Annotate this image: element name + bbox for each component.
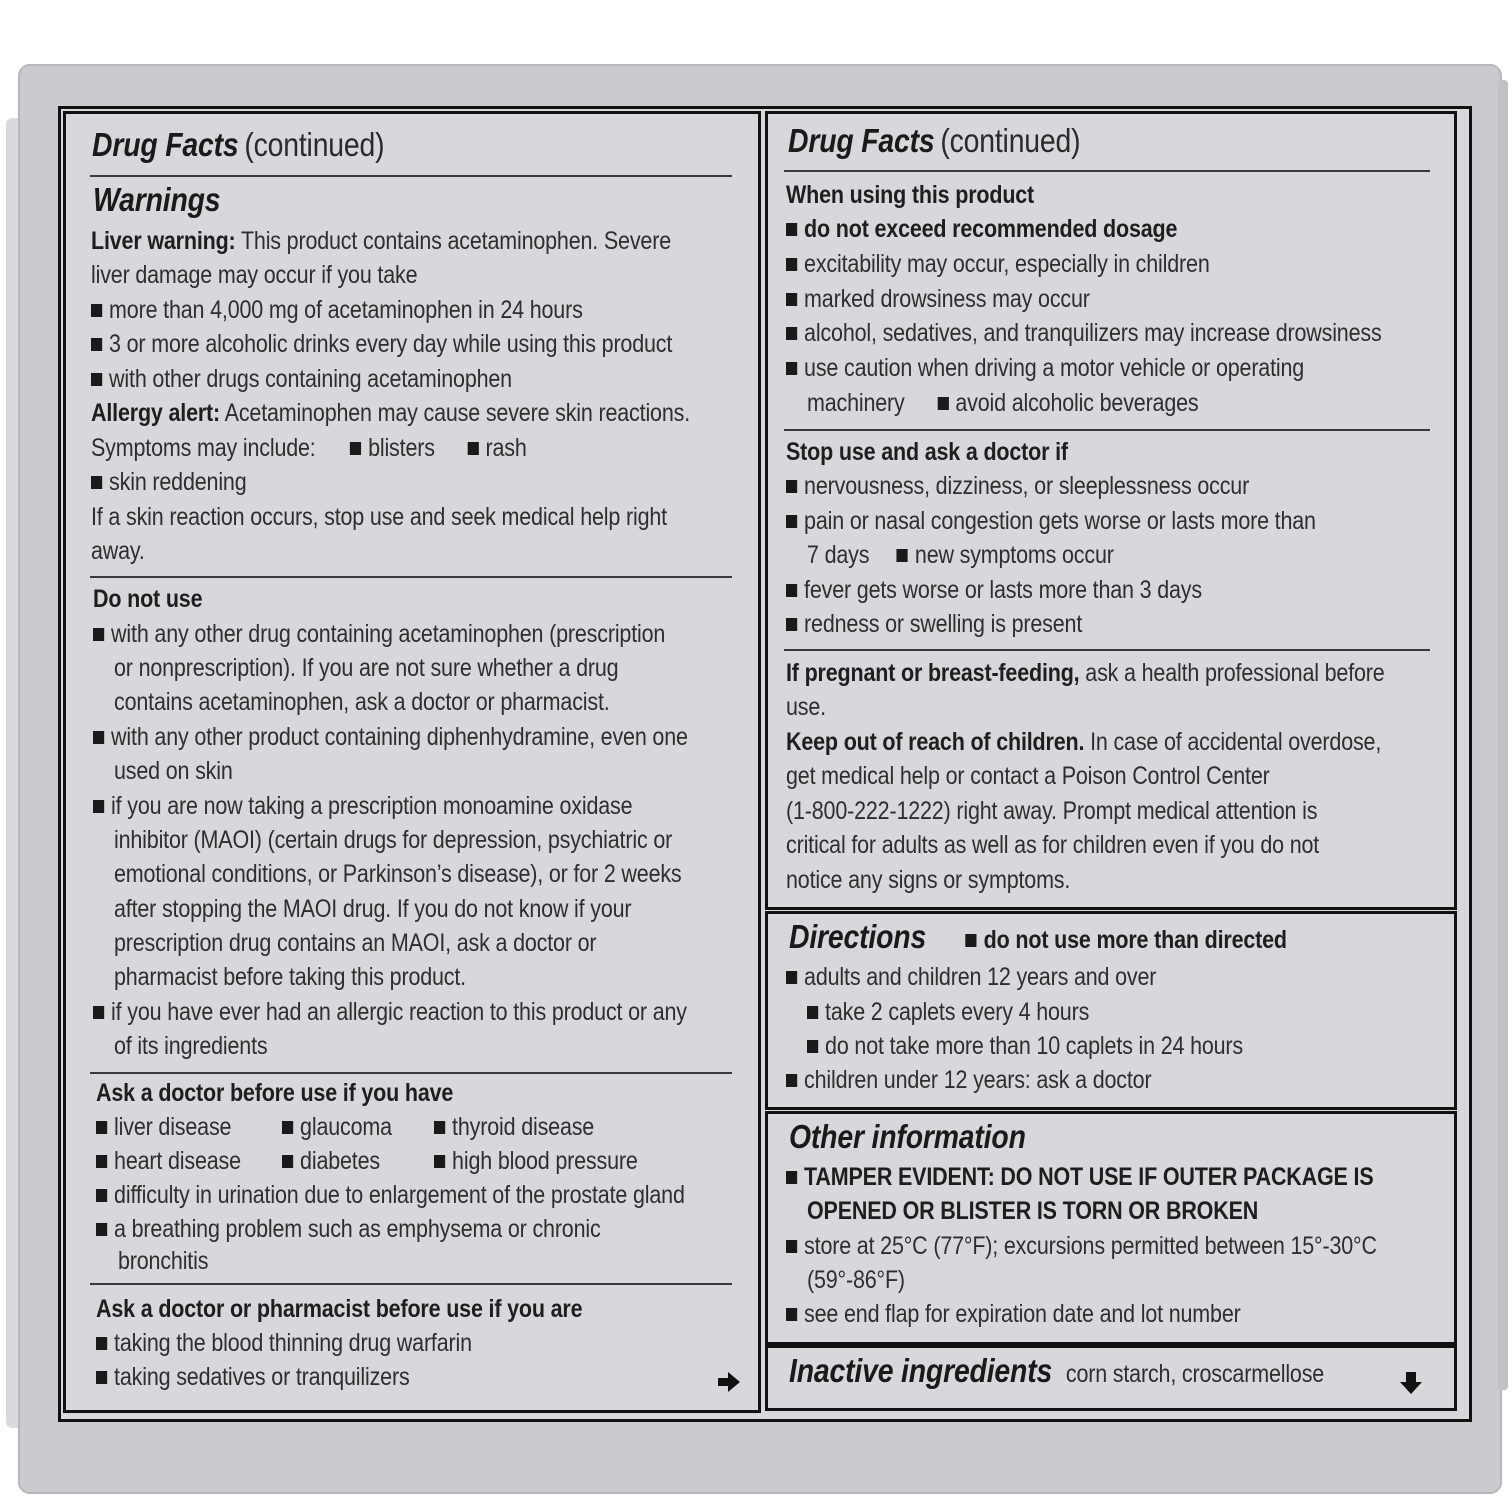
continued-label: (continued) (244, 126, 385, 163)
bullet-icon (93, 731, 104, 744)
list-item-text: pain or nasal congestion gets worse or lasts more than (804, 507, 1316, 535)
header-rule (784, 170, 1430, 172)
list-item-cont: (59°-86°F) (807, 1266, 905, 1294)
condition-item (96, 1144, 241, 1178)
list-item-text: alcohol, sedatives, and tranquilizers may increase drowsiness (804, 319, 1382, 347)
list-item (786, 469, 1249, 503)
bullet-icon (966, 934, 977, 947)
list-item (786, 1229, 1377, 1263)
list-item-cont (807, 538, 1114, 572)
list-item-text: redness or swelling is present (804, 610, 1083, 638)
list-item-text: taking sedatives or tranquilizers (114, 1363, 410, 1391)
bullet-icon (96, 1337, 107, 1350)
list-item-cont: used on skin (114, 757, 233, 785)
list-item-text: with any other drug containing acetaminophen (prescription (111, 620, 666, 648)
drug-facts-title: Drug Facts (788, 122, 935, 159)
list-item-cont: OPENED OR BLISTER IS TORN OR BROKEN (807, 1197, 1259, 1225)
list-item-text: use caution when driving a motor vehicle or operating (804, 354, 1305, 382)
bullet-icon (91, 304, 102, 317)
bullet-icon (91, 338, 102, 351)
list-item-cont: prescription drug contains an MAOI, ask a doctor or (114, 929, 597, 957)
list-item-text: avoid alcoholic beverages (955, 389, 1199, 417)
keep-out-text: In case of accidental overdose, (1090, 728, 1382, 756)
bullet-icon (93, 800, 104, 813)
bullet-icon (434, 1121, 445, 1134)
ask-doctor-title: Ask a doctor before use if you have (96, 1079, 454, 1107)
bullet-icon (786, 293, 797, 306)
list-item (93, 617, 665, 651)
list-item-text: do not exceed recommended dosage (804, 215, 1178, 243)
condition-item (96, 1110, 231, 1144)
section-rule (90, 1283, 732, 1285)
list-item (786, 1063, 1151, 1097)
list-item (93, 720, 688, 754)
bullet-icon (350, 442, 361, 455)
reaction-text-2: away. (91, 537, 145, 565)
list-item-cont (807, 386, 1198, 420)
list-item-text: if you have ever had an allergic reaction to this product or any (111, 998, 687, 1026)
bullet-icon (786, 1308, 797, 1321)
list-item-text: nervousness, dizziness, or sleeplessness occur (804, 472, 1250, 500)
symptoms-text: Symptoms may include: (91, 434, 316, 462)
left-header (92, 128, 384, 165)
warnings-title: Warnings (93, 181, 221, 218)
list-item-text: store at 25°C (77°F); excursions permitted between 15°-30°C (804, 1232, 1377, 1260)
inactive-ingredients-text: corn starch, croscarmellose (1065, 1360, 1325, 1388)
list-item (786, 607, 1082, 641)
symptom-skin-reddening: skin reddening (109, 468, 247, 496)
list-item (96, 1326, 472, 1360)
bullet-icon (786, 480, 797, 493)
header-rule (90, 175, 732, 177)
inactive-ingredients-line (789, 1354, 1324, 1391)
bullet-icon (786, 223, 797, 236)
continue-arrow-right-icon (716, 1370, 742, 1394)
right-header (788, 124, 1080, 161)
bullet-icon (786, 584, 797, 597)
inactive-ingredients-title: Inactive ingredients (789, 1352, 1053, 1389)
directions-top-item: do not use more than directed (983, 926, 1287, 954)
liver-warning-text2: liver damage may occur if you take (91, 261, 418, 289)
bullet-icon (96, 1223, 107, 1236)
condition-thyroid-disease: thyroid disease (452, 1113, 595, 1141)
list-item-cont: or nonprescription). If you are not sure whether a drug (114, 654, 619, 682)
symptoms-line (91, 431, 527, 465)
list-item-cont: of its ingredients (114, 1032, 268, 1060)
bullet-icon (786, 362, 797, 375)
condition-glaucoma: glaucoma (300, 1113, 392, 1141)
bullet-icon (96, 1121, 107, 1134)
list-item-text: if you are now taking a prescription monoamine oxidase (111, 792, 633, 820)
bullet-icon (786, 1240, 797, 1253)
list-item (786, 1297, 1241, 1331)
list-item (786, 316, 1382, 350)
liver-warning-line (91, 224, 671, 258)
symptom-blisters: blisters (368, 434, 435, 462)
keep-out-text-line: notice any signs or symptoms. (786, 866, 1071, 894)
allergy-alert-label: Allergy alert: (91, 399, 221, 427)
when-using-title: When using this product (786, 181, 1035, 209)
list-item-text: excitability may occur, especially in children (804, 250, 1210, 278)
list-item-text: more than 4,000 mg of acetaminophen in 24 hours (109, 296, 583, 324)
list-item-text: TAMPER EVIDENT: DO NOT USE IF OUTER PACKAGE IS (804, 1163, 1374, 1191)
bullet-icon (786, 618, 797, 631)
list-item-text: do not take more than 10 caplets in 24 hours (825, 1032, 1243, 1060)
bullet-icon (96, 1155, 107, 1168)
list-item (96, 1178, 685, 1212)
bullet-icon (93, 1006, 104, 1019)
pregnant-text2: use. (786, 693, 826, 721)
list-item (91, 293, 583, 327)
bullet-icon (96, 1189, 107, 1202)
list-item (786, 504, 1316, 538)
list-item-cont: inhibitor (MAOI) (certain drugs for depression, psychiatric or (114, 826, 673, 854)
liver-warning-label: Liver warning: (91, 227, 236, 255)
list-item-sub (807, 1029, 1243, 1063)
condition-high-blood-pressure: high blood pressure (452, 1147, 638, 1175)
bullet-icon (91, 476, 102, 489)
ask-pharmacist-title: Ask a doctor or pharmacist before use if you are (96, 1295, 583, 1323)
liver-warning-text: This product contains acetaminophen. Severe (240, 227, 671, 255)
list-item (96, 1360, 410, 1394)
bullet-icon (786, 515, 797, 528)
drug-facts-title: Drug Facts (92, 126, 239, 163)
bullet-icon (282, 1155, 293, 1168)
symptom-rash: rash (485, 434, 527, 462)
list-item (786, 282, 1090, 316)
pregnant-line (786, 656, 1385, 690)
keep-out-line (786, 725, 1381, 759)
list-item-text: see end flap for expiration date and lot number (804, 1300, 1241, 1328)
list-item-cont: contains acetaminophen, ask a doctor or pharmacist. (114, 688, 610, 716)
bullet-icon (786, 1171, 797, 1184)
list-item (91, 362, 512, 396)
list-item (91, 465, 246, 499)
list-item-text: with any other product containing diphenhydramine, even one (111, 723, 688, 751)
bullet-icon (434, 1155, 445, 1168)
list-item (96, 1212, 601, 1246)
condition-item (282, 1110, 392, 1144)
bullet-icon (786, 327, 797, 340)
list-item (91, 327, 672, 361)
allergy-alert-text: Acetaminophen may cause severe skin reactions. (224, 399, 691, 427)
other-information-title: Other information (789, 1118, 1026, 1155)
list-item-text: 7 days (807, 541, 870, 569)
bullet-icon (786, 258, 797, 271)
condition-item (434, 1110, 594, 1144)
pregnant-text: ask a health professional before (1085, 659, 1385, 687)
list-item-text: difficulty in urination due to enlargement of the prostate gland (114, 1181, 685, 1209)
do-not-use-title: Do not use (93, 585, 203, 613)
list-item-text: taking the blood thinning drug warfarin (114, 1329, 472, 1357)
bullet-icon (91, 373, 102, 386)
list-item-cont: pharmacist before taking this product. (114, 963, 466, 991)
list-item-text: adults and children 12 years and over (804, 963, 1157, 991)
pregnant-label: If pregnant or breast-feeding, (786, 659, 1080, 687)
list-item-text: fever gets worse or lasts more than 3 days (804, 576, 1202, 604)
condition-item (282, 1144, 380, 1178)
package-side-edge-right (1498, 80, 1508, 1390)
list-item-text: a breathing problem such as emphysema or chronic (114, 1215, 601, 1243)
list-item-text: machinery (807, 389, 905, 417)
list-item (786, 573, 1202, 607)
section-rule (784, 649, 1430, 651)
continue-arrow-down-icon (1398, 1370, 1424, 1396)
bullet-icon (282, 1121, 293, 1134)
keep-out-label: Keep out of reach of children. (786, 728, 1085, 756)
list-item-text: with other drugs containing acetaminophen (109, 365, 512, 393)
list-item-text: children under 12 years: ask a doctor (804, 1066, 1152, 1094)
list-item (93, 789, 632, 823)
bullet-icon (807, 1040, 818, 1053)
directions-title: Directions (789, 918, 927, 955)
list-item (786, 1160, 1374, 1194)
bullet-icon (897, 549, 908, 562)
condition-item (434, 1144, 638, 1178)
bullet-icon (807, 1006, 818, 1019)
list-item-text: marked drowsiness may occur (804, 285, 1090, 313)
list-item (786, 960, 1156, 994)
list-item (786, 351, 1304, 385)
bullet-icon (786, 971, 797, 984)
list-item-cont: emotional conditions, or Parkinson’s disease), or for 2 weeks (114, 860, 682, 888)
list-item-text: 3 or more alcoholic drinks every day while using this product (109, 330, 673, 358)
list-item-cont: bronchitis (118, 1247, 209, 1275)
stop-use-title: Stop use and ask a doctor if (786, 438, 1068, 466)
bullet-icon (467, 442, 478, 455)
section-rule (90, 1072, 732, 1074)
bullet-icon (93, 628, 104, 641)
list-item (93, 995, 687, 1029)
condition-diabetes: diabetes (300, 1147, 380, 1175)
condition-liver-disease: liver disease (114, 1113, 232, 1141)
continued-label: (continued) (940, 122, 1081, 159)
condition-heart-disease: heart disease (114, 1147, 241, 1175)
keep-out-text-line: critical for adults as well as for children even if you do not (786, 831, 1320, 859)
list-item-sub (807, 995, 1089, 1029)
list-item (786, 212, 1177, 246)
bullet-icon (786, 1074, 797, 1087)
reaction-text-1: If a skin reaction occurs, stop use and seek medical help right (91, 503, 667, 531)
list-item-text: new symptoms occur (914, 541, 1114, 569)
section-rule (784, 429, 1430, 431)
list-item-cont: after stopping the MAOI drug. If you do not know if your (114, 895, 632, 923)
directions-header (789, 920, 1287, 957)
keep-out-text-line: (1-800-222-1222) right away. Prompt medical attention is (786, 797, 1318, 825)
keep-out-text-line: get medical help or contact a Poison Control Center (786, 762, 1270, 790)
list-item-text: take 2 caplets every 4 hours (825, 998, 1090, 1026)
bullet-icon (96, 1371, 107, 1384)
bullet-icon (937, 397, 948, 410)
allergy-alert-line (91, 396, 690, 430)
list-item (786, 247, 1210, 281)
section-rule (90, 576, 732, 578)
